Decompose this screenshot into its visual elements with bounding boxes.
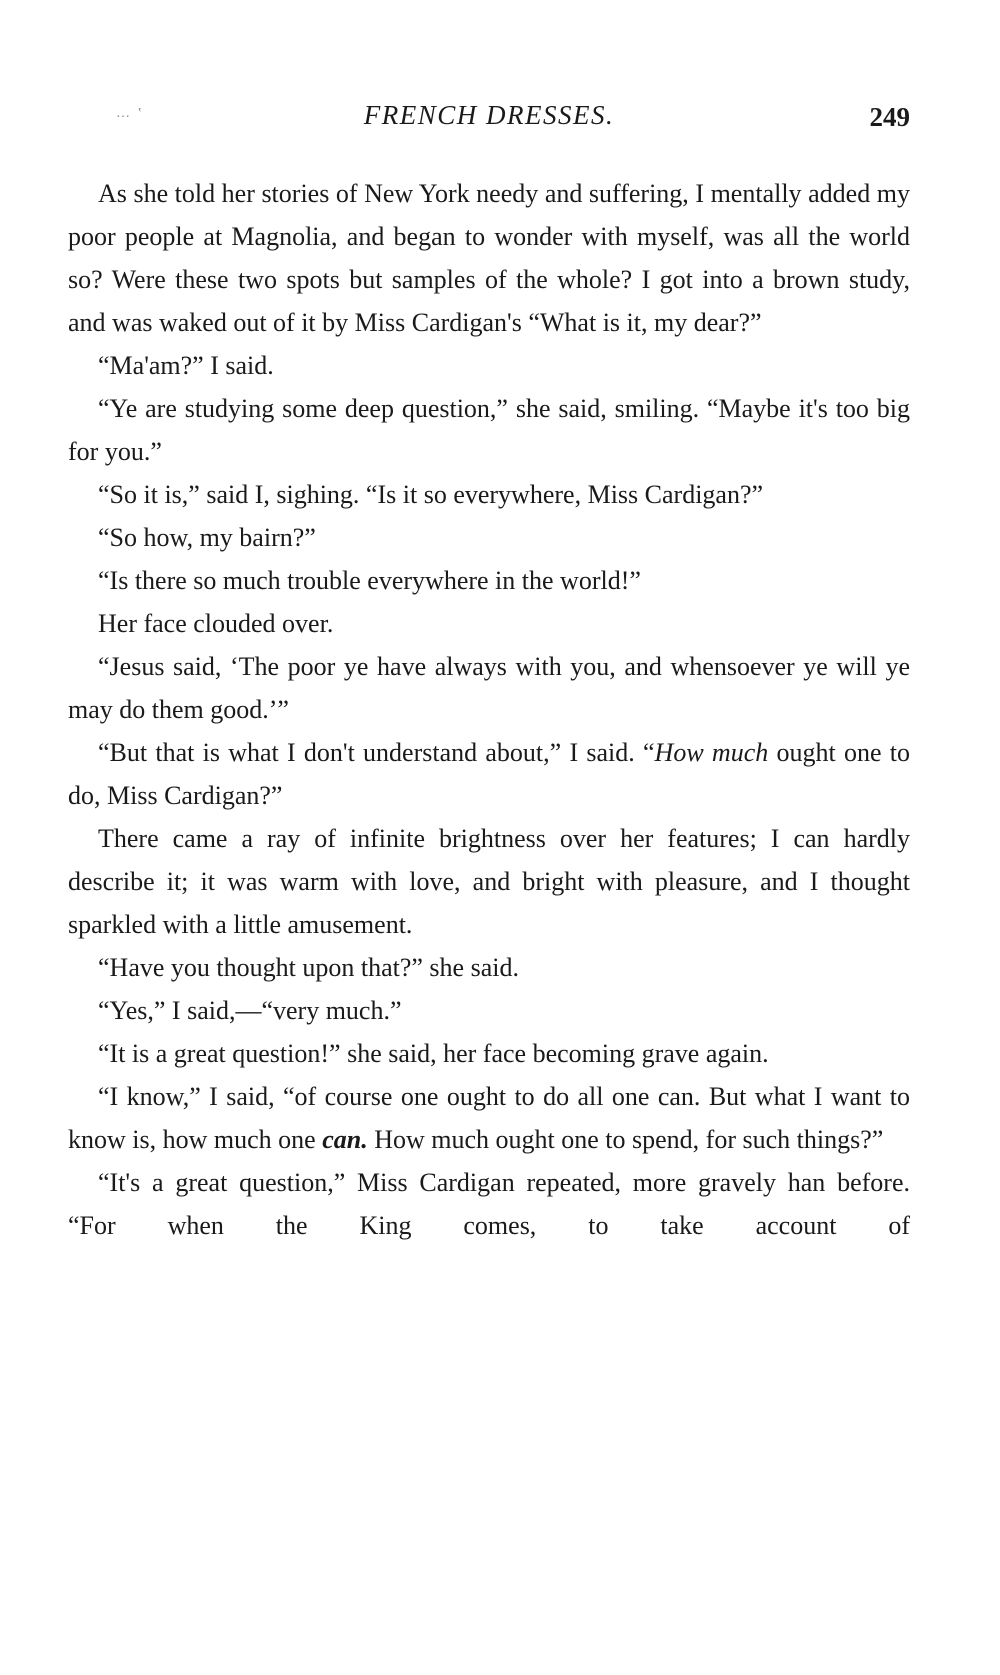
page-number: 249	[869, 102, 910, 132]
text-run: As she told her stories of New York needy and suffering, I mentally added my poor people at Magnolia, and began to wonder with myself, was all the world so? Were these two spots but samples of the whole? I got into a brown study, and was waked out of it by Miss Cardigan's “What is it, my dear?”	[68, 179, 910, 337]
text-run: “But that is what I don't understand about,” I said. “	[98, 738, 655, 767]
paragraph	[68, 344, 910, 387]
text-run: “Ye are studying some deep question,” she said, smiling. “Maybe it's too big for you.”	[68, 394, 910, 466]
paragraph	[68, 1075, 910, 1161]
paragraph	[68, 946, 910, 989]
header-marks: … ʽ	[116, 106, 145, 121]
paragraph	[68, 473, 910, 516]
text-run: “Yes,” I said,—“very much.”	[98, 996, 402, 1025]
paragraph	[68, 1161, 910, 1247]
text-run: There came a ray of infinite brightness over her features; I can hardly describe it; it was warm with love, and bright with pleasure, and I thought sparkled with a little amusement.	[68, 824, 910, 939]
text-run: Her face clouded over.	[98, 609, 334, 638]
text-run: “Is there so much trouble everywhere in the world!”	[98, 566, 641, 595]
paragraph	[68, 1032, 910, 1075]
text-run: “I know,” I said, “of course one ought to do all one can. But what I want to know is, how much one	[68, 1082, 910, 1154]
paragraph	[68, 559, 910, 602]
text-run: “So it is,” said I, sighing. “Is it so everywhere, Miss Cardigan?”	[98, 480, 764, 509]
body-text	[68, 172, 910, 1247]
text-run: “So how, my bairn?”	[98, 523, 316, 552]
emphasis-text: can.	[322, 1125, 368, 1154]
paragraph	[68, 817, 910, 946]
text-run: “Have you thought upon that?” she said.	[98, 953, 519, 982]
paragraph	[68, 516, 910, 559]
text-run: How much ought one to spend, for such things?”	[367, 1125, 884, 1154]
paragraph	[68, 172, 910, 344]
running-head: FRENCH DRESSES.	[363, 100, 615, 130]
paragraph	[68, 731, 910, 817]
text-run: “It is a great question!” she said, her face becoming grave again.	[98, 1039, 769, 1068]
paragraph	[68, 387, 910, 473]
paragraph	[68, 645, 910, 731]
page-header	[68, 100, 910, 140]
text-run: “Jesus said, ‘The poor ye have always with you, and whensoever ye will ye may do them good.’”	[68, 652, 910, 724]
emphasis-text: How much	[654, 738, 769, 767]
paragraph	[68, 989, 910, 1032]
text-run: “Ma'am?” I said.	[98, 351, 274, 380]
paragraph	[68, 602, 910, 645]
text-run: ought one to do, Miss Cardigan?”	[68, 738, 910, 810]
text-run: “It's a great question,” Miss Cardigan repeated, more gravely han before. “For when the King comes, to take account of	[68, 1168, 910, 1240]
